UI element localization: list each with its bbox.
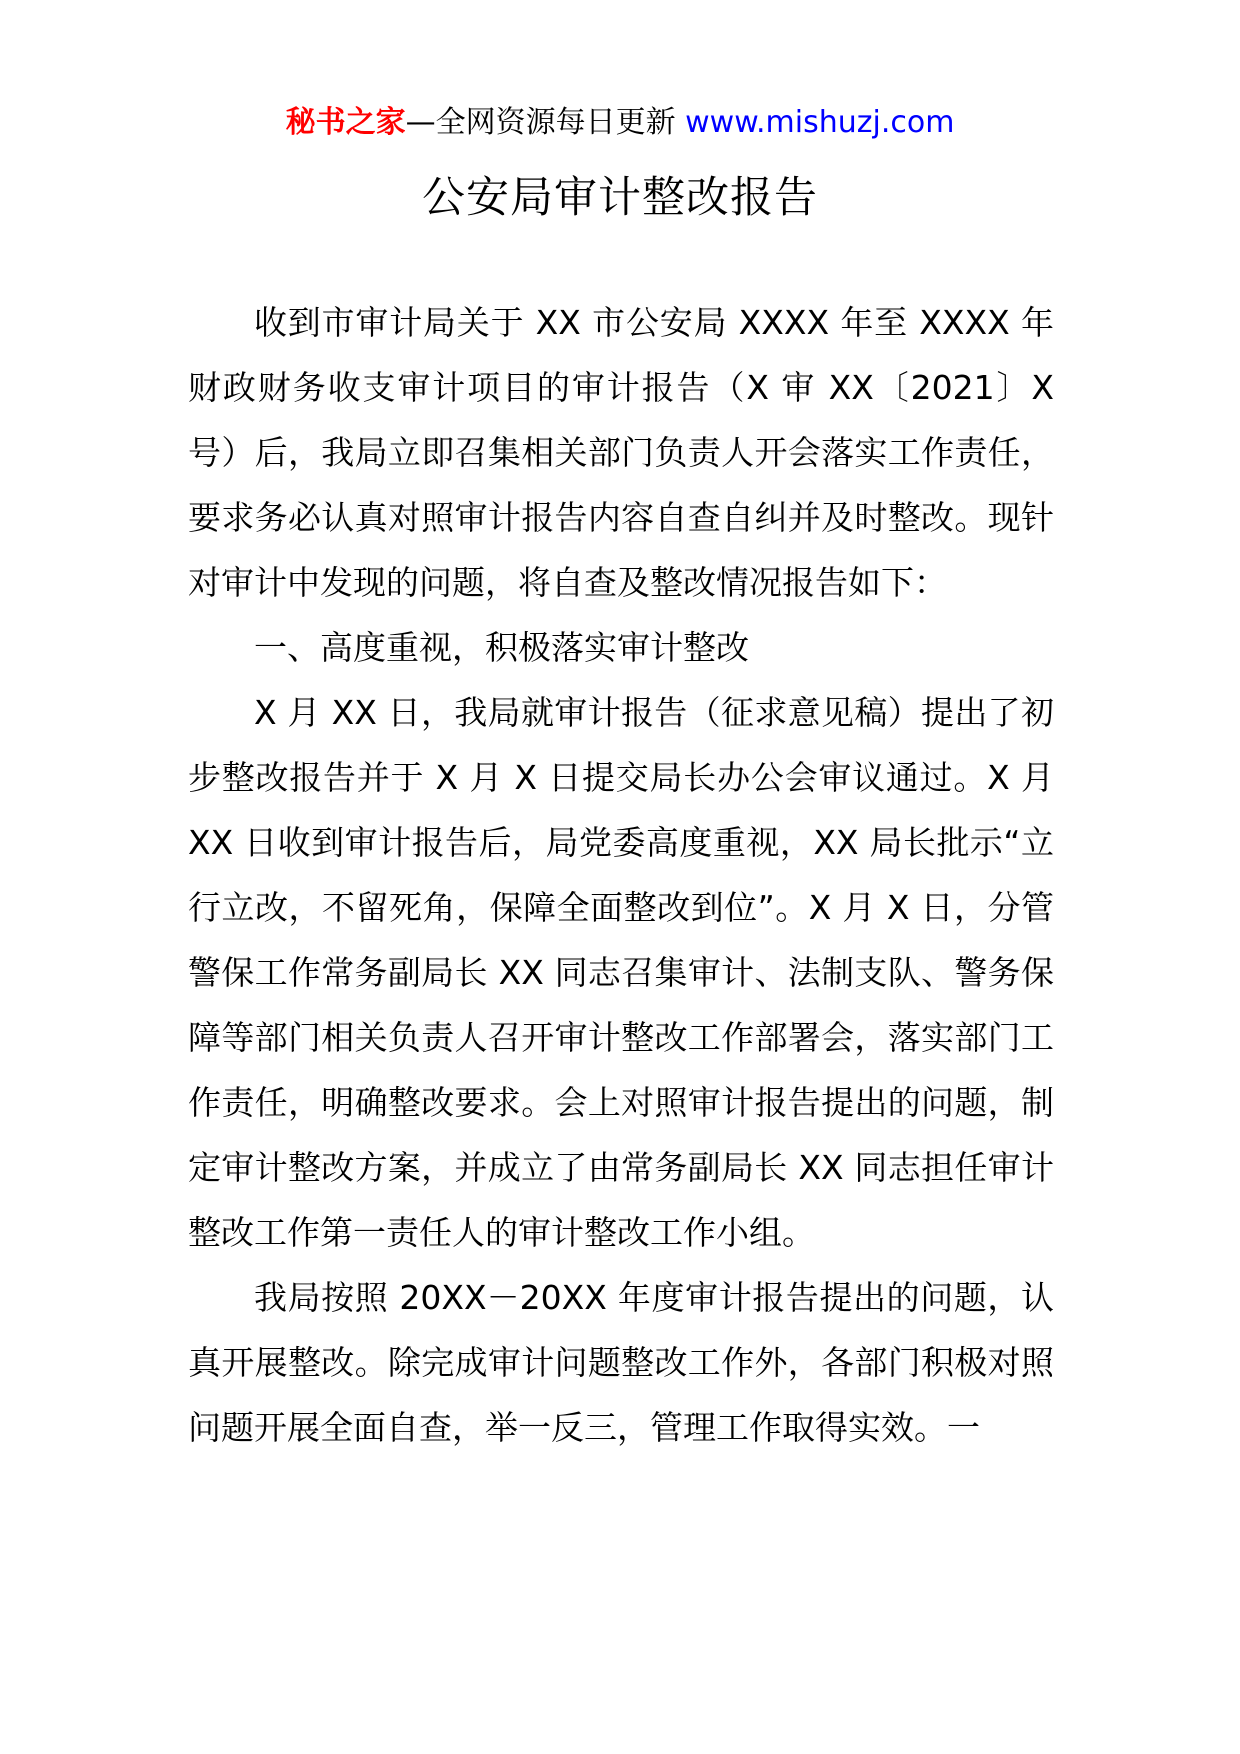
document-title: 公安局审计整改报告 bbox=[422, 173, 818, 223]
document-body bbox=[188, 290, 1054, 1460]
website-link[interactable]: www.mishuzj.com bbox=[685, 105, 955, 140]
paragraph-section-1: X 月 XX 日，我局就审计报告（征求意见稿）提出了初步整改报告并于 X 月 X 日提交局长办公会审议通过。X 月 XX 日收到审计报告后，局党委高度重视，XX 局长批示“立行立改，不留死角，保障全面整改到位”。X 月 X 日，分管警保工作常务副局长 XX 同志召集审计、法制支队、警务保障等部门相关负责人召开审计整改工作部署会，落实部门工作责任，明确整改要求。会上对照审计报告提出的问题，制定审计整改方案，并成立了由常务副局长 XX 同志担任审计整改工作第一责任人的审计整改工作小组。 bbox=[188, 693, 1054, 1252]
paragraph-rectification: 我局按照 20XX－20XX 年度审计报告提出的问题，认真开展整改。除完成审计问题整改工作外，各部门积极对照问题开展全面自查，举一反三，管理工作取得实效。一 bbox=[188, 1278, 1054, 1447]
brand-tagline: —全网资源每日更新 bbox=[405, 105, 676, 140]
brand-name: 秘书之家 bbox=[285, 105, 406, 140]
paragraph-intro: 收到市审计局关于 XX 市公安局 XXXX 年至 XXXX 年财政财务收支审计项目的审计报告（X 审 XX〔2021〕X 号）后，我局立即召集相关部门负责人开会落实工作责任，要求务必认真对照审计报告内容自查自纠并及时整改。现针对审计中发现的问题，将自查及整改情况报告如下： bbox=[188, 303, 1054, 602]
watermark-header bbox=[0, 101, 1240, 145]
section-heading-1: 一、高度重视，积极落实审计整改 bbox=[254, 628, 749, 667]
